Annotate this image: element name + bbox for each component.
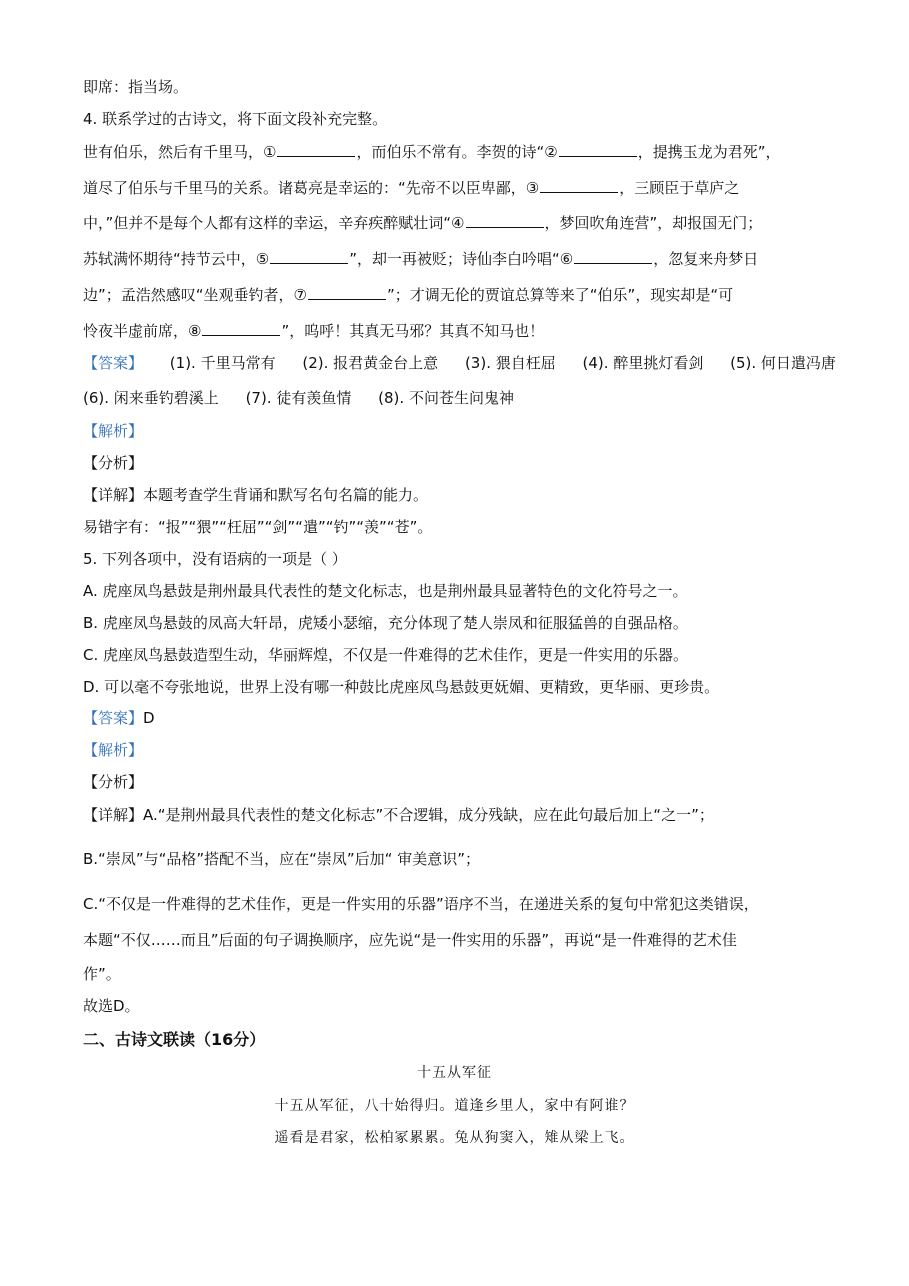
option-b: B. 虎座凤鸟悬鼓的凤高大轩昂，虎矮小瑟缩，充分体现了楚人崇凤和征服猛兽的自强品格。 — [83, 614, 688, 632]
fill-paragraph-line: 边”；孟浩然感叹“坐观垂钓者，⑦ ”；才调无伦的贾谊总算等来了“伯乐”，现实却是“可 — [83, 286, 734, 304]
analysis-label: 【解析】 — [83, 741, 144, 759]
error-chars: 易错字有：“报”“猥”“枉屈”“剑”“遣”“钓”“羡”“苍”。 — [83, 518, 433, 536]
blank-4 — [466, 213, 544, 228]
blank-3 — [540, 178, 618, 193]
answer-line-q5: 【答案】D — [83, 709, 155, 727]
fill-paragraph-line: 怜夜半虚前席，⑧ ”，呜呼！其真无马邪？其真不知马也！ — [83, 322, 545, 340]
analysis-label: 【解析】 — [83, 422, 144, 440]
question-5-stem: 5. 下列各项中，没有语病的一项是（ ） — [83, 550, 347, 568]
detail-q4: 【详解】本题考查学生背诵和默写名句名篇的能力。 — [83, 486, 429, 504]
answer-label: 【答案】 — [83, 354, 144, 372]
fenxi-label: 【分析】 — [83, 773, 144, 791]
detail-q5-c-end: 作”。 — [83, 965, 121, 983]
section-heading: 二、古诗文联读（16分） — [83, 1030, 266, 1049]
detail-q5-c-cont: 本题“不仅……而且”后面的句子调换顺序，应先说“是一件实用的乐器”，再说“是一件难得的艺术佳 — [83, 931, 737, 949]
answer-line-q4-cont: (6). 闲来垂钓碧溪上 (7). 徒有羡鱼情 (8). 不问苍生问鬼神 — [83, 389, 514, 407]
detail-q5-c: C.“不仅是一件难得的艺术佳作，更是一件实用的乐器”语序不当，在递进关系的复句中常犯这类错误， — [83, 895, 759, 913]
option-d: D. 可以毫不夸张地说，世界上没有哪一种鼓比虎座凤鸟悬鼓更妩媚、更精致，更华丽、更珍贵。 — [83, 678, 720, 696]
question-4-stem: 4. 联系学过的古诗文，将下面文段补充完整。 — [83, 110, 388, 128]
answer-line-q4: 【答案】 (1). 千里马常有 (2). 报君黄金台上意 (3). 猥自枉屈 (4). 醉里挑灯看剑 (5). 何日遣冯唐 — [83, 354, 836, 372]
conclusion: 故选D。 — [83, 997, 140, 1015]
text-line: 即席：指当场。 — [83, 78, 189, 96]
blank-6 — [574, 249, 652, 264]
poem-line: 遥看是君家，松柏冢累累。兔从狗窦入，雉从梁上飞。 — [274, 1130, 635, 1146]
poem-line: 十五从军征，八十始得归。道逢乡里人，家中有阿谁？ — [274, 1098, 635, 1114]
blank-2 — [559, 142, 637, 157]
blank-1 — [277, 142, 355, 157]
option-a: A. 虎座凤鸟悬鼓是荆州最具代表性的楚文化标志，也是荆州最具显著特色的文化符号之一。 — [83, 582, 688, 600]
fill-paragraph-line: 道尽了伯乐与千里马的关系。诸葛亮是幸运的：“先帝不以臣卑鄙，③ ，三顾臣于草庐之 — [83, 179, 740, 197]
blank-7 — [308, 285, 386, 300]
fill-paragraph-line: 苏轼满怀期待“持节云中，⑤ ”，却一再被贬；诗仙李白吟唱“⑥ ，忽复来舟梦日 — [83, 250, 759, 268]
detail-q5-b: B.“崇凤”与“品格”搭配不当，应在“崇凤”后加“ 审美意识”； — [83, 850, 480, 868]
fill-paragraph-line: 世有伯乐，然后有千里马，① ，而伯乐不常有。李贺的诗“② ，提携玉龙为君死”， — [83, 143, 781, 161]
blank-5 — [270, 249, 348, 264]
blank-8 — [202, 321, 280, 336]
option-c: C. 虎座凤鸟悬鼓造型生动，华丽辉煌，不仅是一件难得的艺术佳作，更是一件实用的乐器。 — [83, 646, 689, 664]
fill-paragraph-line: 中，”但并不是每个人都有这样的幸运，辛弃疾醉赋壮词“④ ，梦回吹角连营”，却报国无门； — [83, 214, 763, 232]
fenxi-label: 【分析】 — [83, 454, 144, 472]
poem-title: 十五从军征 — [417, 1065, 492, 1081]
answer-label: 【答案】 — [83, 709, 144, 727]
detail-q5-a: 【详解】A.“是荆州最具代表性的楚文化标志”不合逻辑，成分残缺，应在此句最后加上“之一”； — [83, 806, 714, 824]
